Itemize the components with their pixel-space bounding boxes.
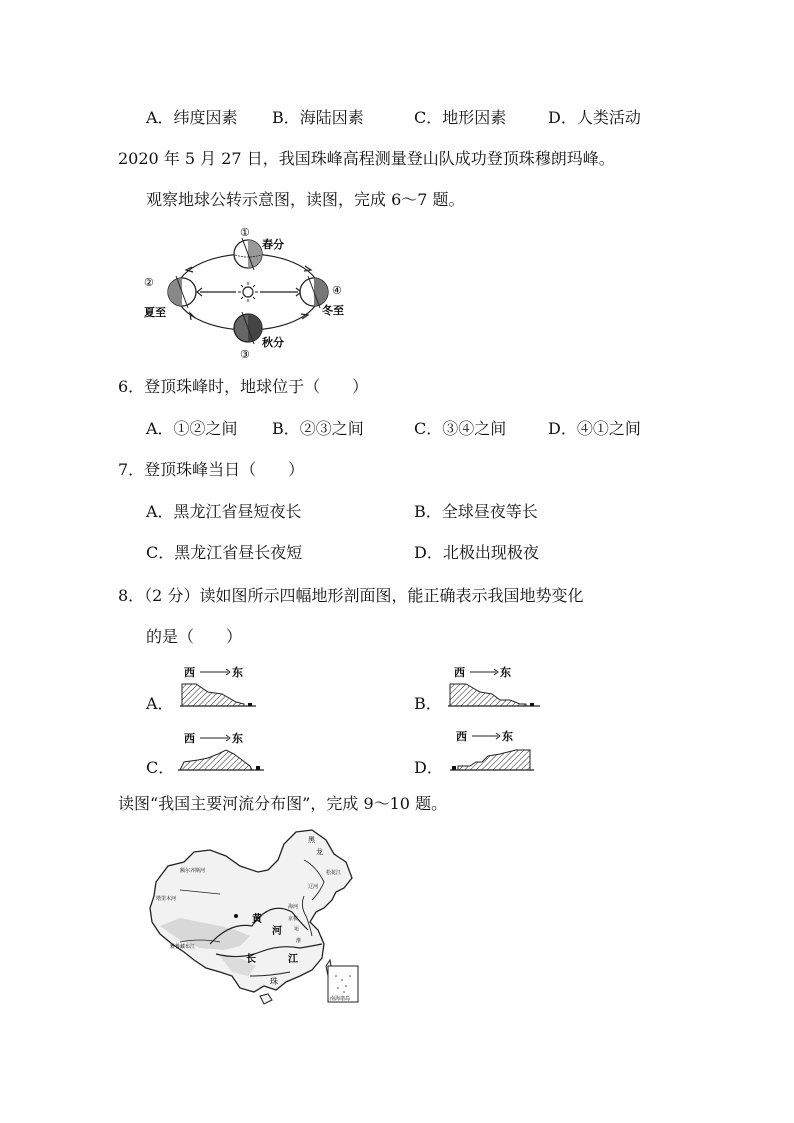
earth-orbit-diagram [140, 222, 360, 362]
q8-option-b-letter: B． [414, 694, 442, 713]
profile-c-west: 西 [184, 732, 195, 745]
map-label-zhu: 珠 [270, 977, 278, 986]
q6-option-a: A．①②之间 [146, 419, 238, 438]
map-label-yun: 运 [294, 926, 300, 932]
map-label-songhua: 松花江 [326, 870, 342, 876]
profile-b-east: 东 [500, 666, 511, 679]
q8-option-d-letter: D． [414, 758, 443, 777]
q7-stem: 7．登顶珠峰当日（ ） [118, 460, 305, 479]
orbit-num-4: ④ [332, 284, 342, 297]
earth-summer-icon [168, 276, 196, 308]
map-label-jinghang: 京杭 [288, 916, 299, 922]
orbit-label-summer: 夏至 [144, 306, 166, 319]
china-river-map [140, 826, 366, 1010]
q5-option-a: A．纬度因素 [146, 108, 238, 127]
map-label-huai: 淮 [296, 938, 302, 944]
orbit-num-1: ① [240, 226, 250, 239]
map-label-hai: 海河 [288, 904, 299, 910]
orbit-num-3: ③ [240, 348, 250, 361]
orbit-num-2: ② [144, 276, 154, 289]
q6-option-b: B．②③之间 [272, 419, 364, 438]
q8-stem-line-2: 的是（ ） [146, 627, 243, 646]
q8-option-c-letter: C． [146, 758, 175, 777]
map-label-long: 龙 [316, 848, 323, 856]
map-label-yarlung: 雅鲁藏布江 [170, 944, 196, 950]
q5-option-b: B．海陆因素 [272, 108, 364, 127]
map-label-huang: 黄 [252, 914, 262, 925]
profile-c-diagram [178, 728, 266, 774]
map-label-he: 河 [272, 926, 282, 937]
profile-d-east: 东 [502, 730, 513, 743]
profile-b-diagram [446, 664, 542, 710]
map-label-jiang: 江 [288, 954, 298, 965]
map-intro: 读图“我国主要河流分布图”，完成 9～10 题。 [118, 794, 448, 813]
profile-b-west: 西 [454, 666, 465, 679]
earth-autumn-icon [234, 312, 262, 344]
profile-d-diagram [446, 726, 538, 774]
earth-spring-icon [234, 238, 262, 270]
profile-a-west: 西 [184, 666, 195, 679]
sun-icon [238, 282, 258, 302]
map-label-chang: 长 [246, 954, 256, 965]
profile-a-east: 东 [232, 666, 243, 679]
q6-option-c: C．③④之间 [414, 419, 507, 438]
intro-line-2: 观察地球公转示意图，读图，完成 6～7 题。 [146, 190, 465, 209]
orbit-label-spring: 春分 [262, 238, 284, 251]
q6-option-d: D．④①之间 [548, 419, 641, 438]
q5-option-d: D．人类活动 [548, 108, 641, 127]
map-label-liao: 辽河 [308, 884, 319, 890]
q5-option-c: C．地形因素 [414, 108, 507, 127]
intro-line-1: 2020 年 5 月 27 日，我国珠峰高程测量登山队成功登顶珠穆朗玛峰。 [118, 149, 615, 168]
q7-option-c: C．黑龙江省昼长夜短 [146, 543, 303, 562]
q7-option-a: A．黑龙江省昼短夜长 [146, 502, 302, 521]
profile-a-diagram [178, 664, 258, 710]
profile-c-east: 东 [232, 732, 243, 745]
map-label-irtysh: 额尔齐斯河 [180, 868, 206, 874]
q6-stem: 6．登顶珠峰时，地球位于（ ） [118, 377, 369, 396]
q8-stem-line-1: 8．（2 分）读如图所示四幅地形剖面图，能正确表示我国地势变化 [118, 586, 584, 605]
orbit-label-winter: 冬至 [322, 304, 344, 317]
q7-option-b: B．全球昼夜等长 [414, 502, 538, 521]
orbit-label-autumn: 秋分 [262, 336, 284, 349]
map-label-tarim: 塔里木河 [156, 896, 177, 902]
q8-option-a-letter: A． [146, 694, 174, 713]
q7-option-d: D．北极出现极夜 [414, 543, 539, 562]
map-label-heilong: 黑 [308, 836, 315, 844]
map-label-nanhai: 南海诸岛 [330, 996, 351, 1002]
profile-d-west: 西 [456, 730, 467, 743]
